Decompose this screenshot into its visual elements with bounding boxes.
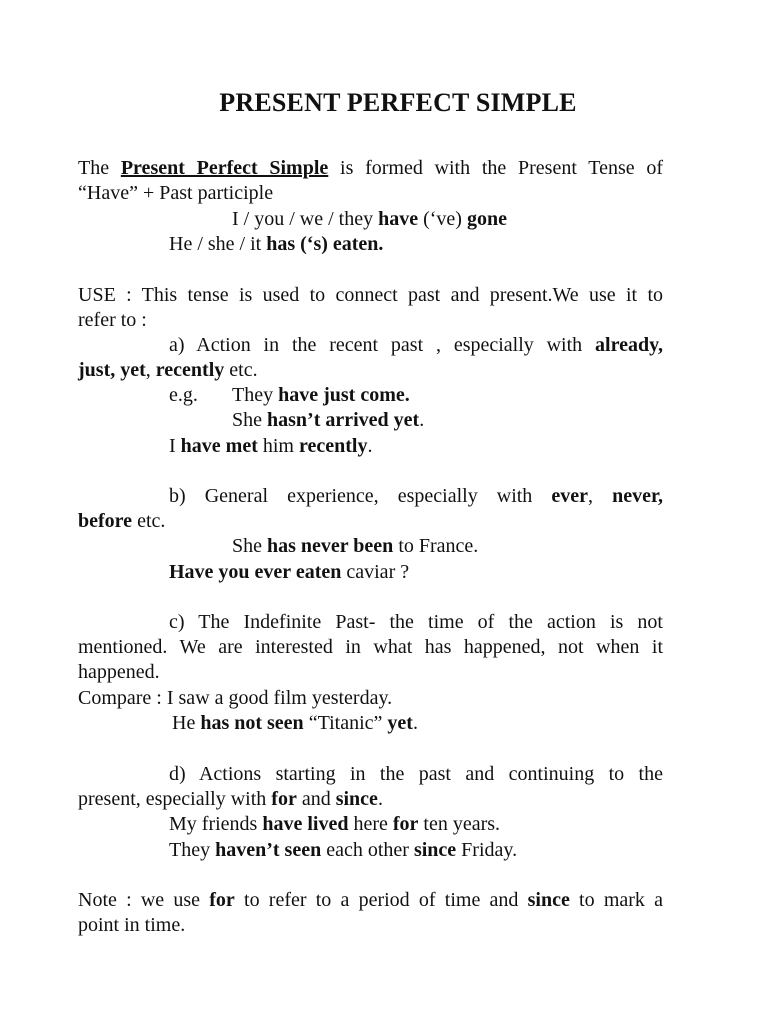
- section-b-example-2: Have you ever eaten caviar ?: [169, 561, 410, 583]
- section-a-line-2: just, yet, recently etc.: [78, 359, 258, 381]
- term-present-perfect-simple: Present Perfect Simple: [120, 157, 329, 179]
- section-d-line-1: d) Actions starting in the past and continuing to the: [169, 763, 663, 785]
- section-c-compare: Compare : I saw a good film yesterday.: [78, 687, 393, 709]
- section-a-example-2: She hasn’t arrived yet.: [232, 409, 425, 431]
- section-b-line-2: before etc.: [78, 510, 166, 532]
- intro-line-2: “Have” + Past participle: [78, 182, 274, 204]
- section-a-example-3: I have met him recently.: [169, 435, 373, 457]
- section-a-line-1: a) Action in the recent past , especially with already,: [169, 334, 663, 356]
- note-line-2: point in time.: [78, 914, 186, 936]
- use-line-1: USE : This tense is used to connect past and present.We use it to: [78, 284, 663, 306]
- page-title: PRESENT PERFECT SIMPLE: [219, 88, 577, 117]
- note-line-1: Note : we use for to refer to a period of time and since to mark a: [78, 889, 664, 911]
- section-b-line-1: b) General experience, especially with ever, never,: [169, 485, 663, 507]
- use-line-2: refer to :: [78, 309, 147, 331]
- section-c-line-1: c) The Indefinite Past- the time of the action is not: [169, 611, 663, 633]
- section-d-example-2: They haven’t seen each other since Friday.: [169, 839, 518, 861]
- section-c-line-2: mentioned. We are interested in what has happened, not when it: [78, 636, 663, 658]
- section-b-example-1: She has never been to France.: [232, 535, 479, 557]
- intro-example-1: I / you / we / they have (‘ve) gone: [232, 208, 507, 230]
- section-d-line-2: present, especially with for and since.: [78, 788, 383, 810]
- section-c-line-3: happened.: [78, 661, 160, 683]
- section-c-example: He has not seen “Titanic” yet.: [172, 712, 418, 734]
- section-d-example-1: My friends have lived here for ten years.: [169, 813, 501, 835]
- intro-line-1: The Present Perfect Simple is formed with the Present Tense of: [78, 157, 663, 179]
- intro-example-2: He / she / it has (‘s) eaten.: [169, 233, 384, 255]
- section-a-example-1: e.g. They have just come.: [169, 384, 410, 406]
